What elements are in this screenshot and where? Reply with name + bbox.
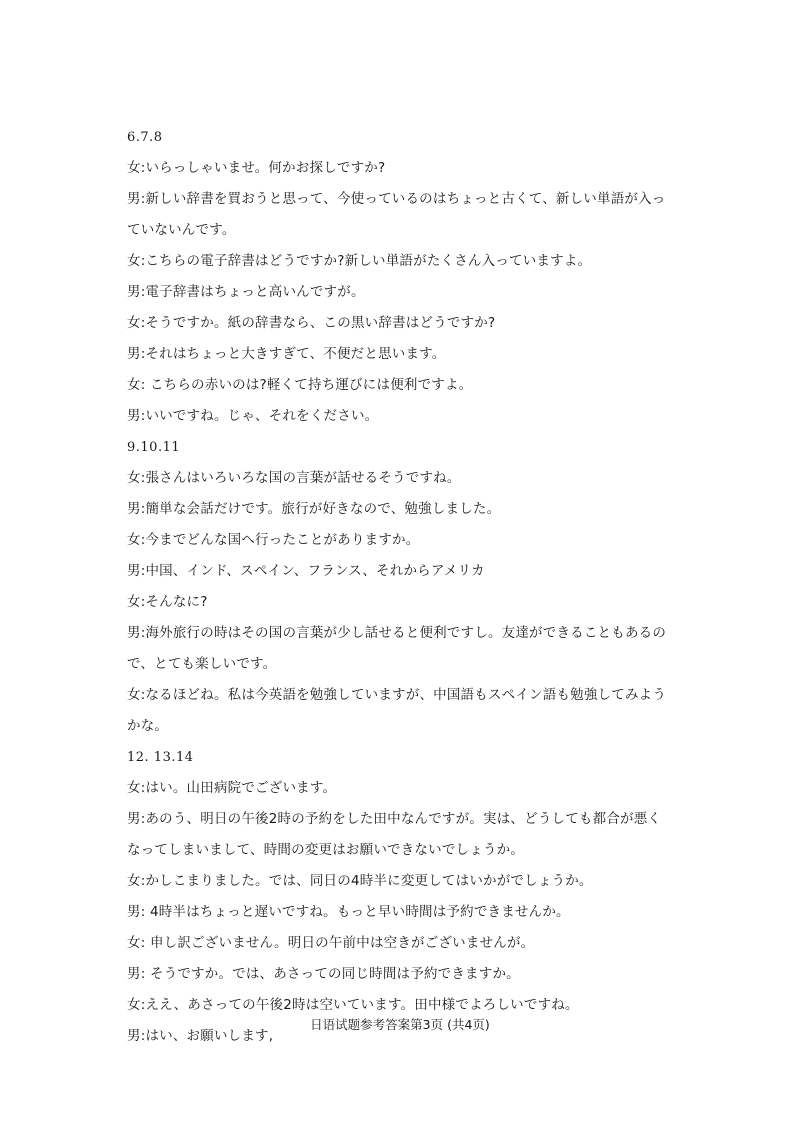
section-number: 9.10.11 [127, 440, 181, 455]
dialogue-line: 女:かしこまりました。では、同日の4時半に変更してはいかがでしょうか。 [127, 873, 593, 889]
dialogue-line: 男:いいですね。じゃ、それをください。 [127, 408, 379, 424]
dialogue-line: 男:簡単な会話だけです。旅行が好きなので、勉強しました。 [127, 501, 501, 517]
dialogue-line: 女:こちらの電子辞書はどうですか?新しい単語がたくさん入っていますよ。 [127, 253, 592, 269]
dialogue-line: 女: 申し訳ございません。明日の午前中は空きがございませんが。 [127, 935, 535, 951]
dialogue-line: 女: こちらの赤いのは?軽くて持ち運びには便利ですよ。 [127, 377, 473, 393]
dialogue-line: 女:はい。山田病院でございます。 [127, 780, 337, 796]
dialogue-line: 男:新しい辞書を買おうと思って、今使っているのはちょっと古くて、新しい単語が入っ [127, 191, 666, 207]
dialogue-line: 男:電子辞書はちょっと高いんですが。 [127, 284, 365, 300]
dialogue-line: 女:なるほどね。私は今英語を勉強していますが、中国語もスペイン語も勉強してみよう [127, 687, 667, 703]
dialogue-line: 男:あのう、明日の午後2時の予約をした田中なんですが。実は、どうしても都合が悪く [127, 811, 662, 827]
section-number: 12. 13.14 [127, 750, 194, 765]
dialogue-line: 男: そうですか。では、あさっての同じ時間は予約できますか。 [127, 966, 520, 982]
page-footer: 日语试题参考答案第3页 (共4页) [310, 1017, 490, 1032]
dialogue-line: 女:そんなに? [127, 594, 208, 610]
dialogue-line: 男:それはちょっと大きすぎて、不便だと思います。 [127, 346, 446, 362]
dialogue-line: 男: 4時半はちょっと遅いですね。もっと早い時間は予約できませんか。 [127, 904, 570, 920]
dialogue-line: なってしまいまして、時間の変更はお願いできないでしょうか。 [127, 842, 525, 858]
dialogue-line: 女:そうですか。紙の辞書なら、この黒い辞書はどうですか? [127, 315, 496, 331]
dialogue-line: ていないんです。 [127, 222, 236, 238]
section-number: 6.7.8 [127, 130, 163, 145]
dialogue-line: 女:張さんはいろいろな国の言葉が話せるそうですね。 [127, 470, 461, 486]
dialogue-line: 男:海外旅行の時はその国の言葉が少し話せると便利ですし。友達ができることもあるの [127, 625, 667, 641]
dialogue-line: かな。 [127, 718, 169, 734]
dialogue-line: で、とても楽しいです。 [127, 656, 277, 672]
dialogue-line: 女:今までどんな国へ行ったことがありますか。 [127, 532, 420, 548]
dialogue-line: 女:いらっしゃいませ。何かお探しですか? [127, 160, 386, 176]
dialogue-line: 男:はい、お願いします, [127, 1028, 274, 1044]
dialogue-line: 男:中国、インド、スペイン、フランス、それからアメリカ [127, 563, 485, 579]
dialogue-line: 女:ええ、あさっての午後2時は空いています。田中様でよろしいですね。 [127, 997, 579, 1013]
transcript-body [127, 122, 687, 1052]
